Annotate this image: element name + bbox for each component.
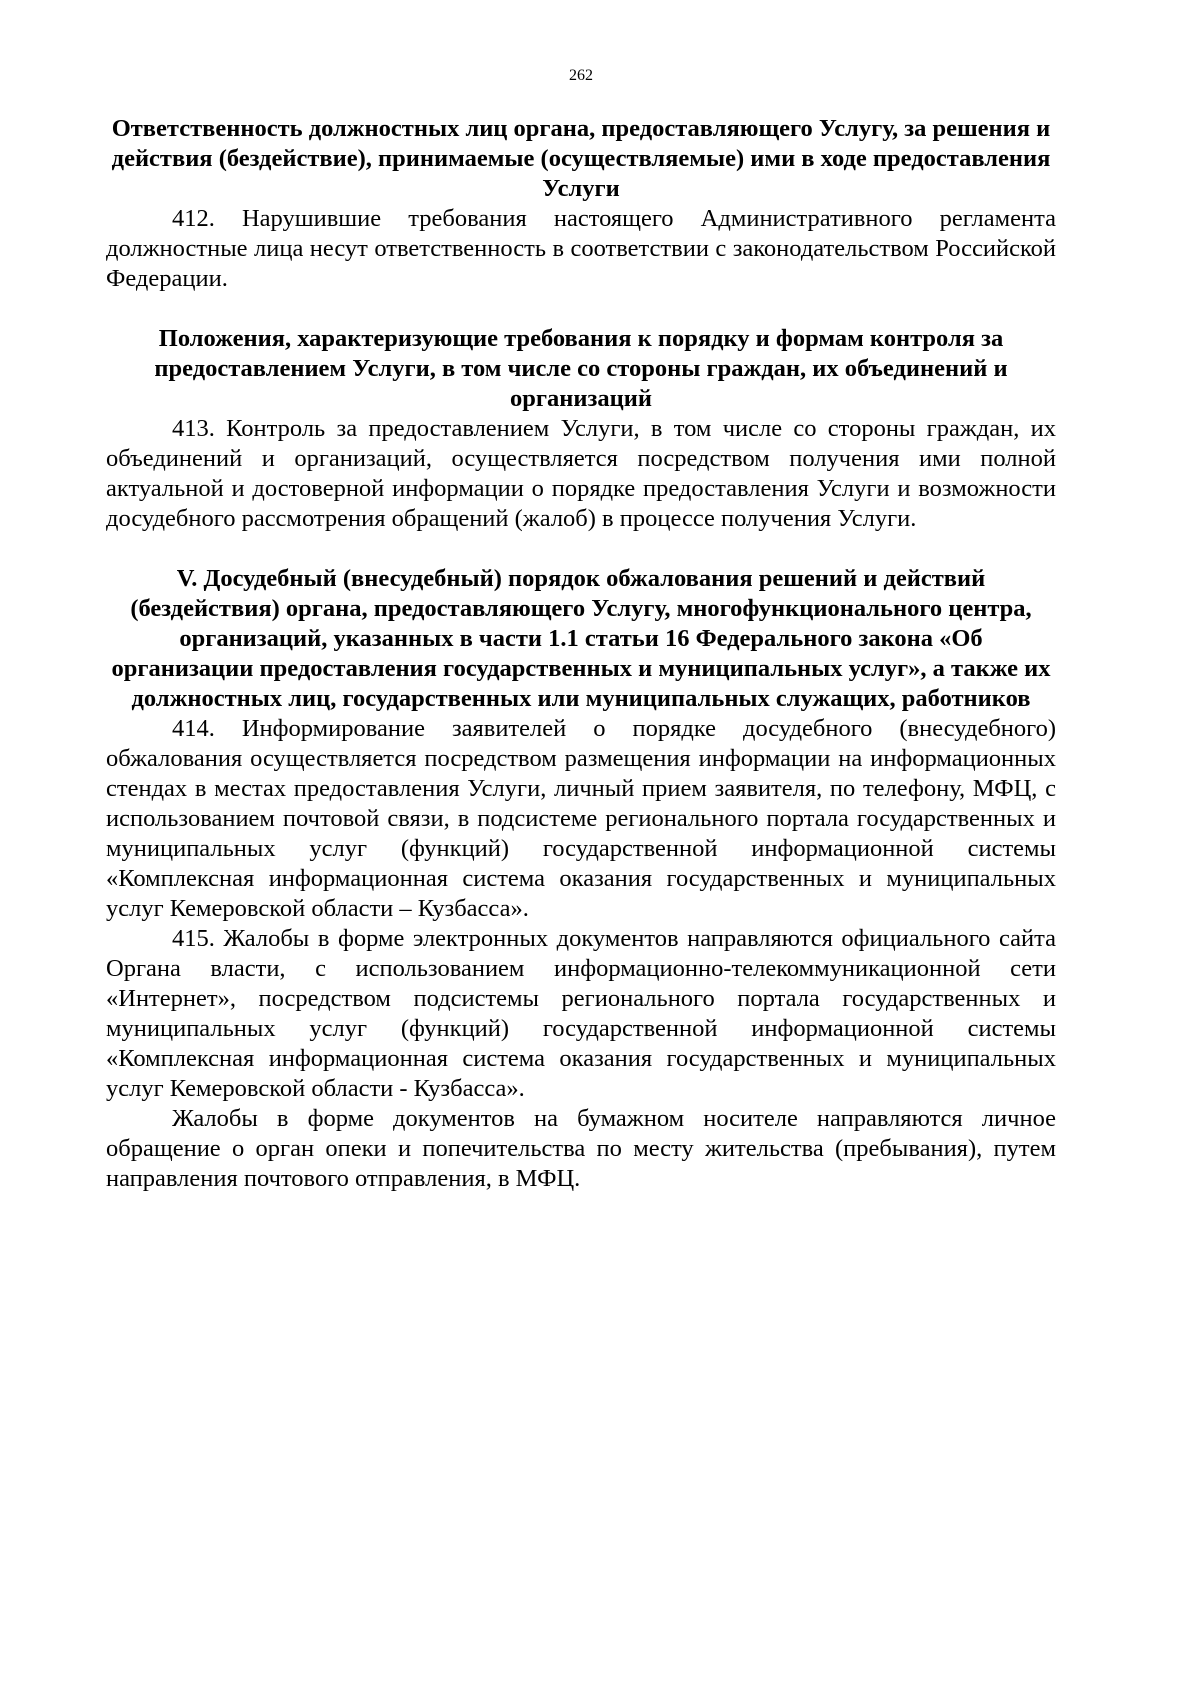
section-spacer <box>106 534 1056 564</box>
page-number: 262 <box>569 67 593 84</box>
section-heading: Ответственность должностных лиц органа, предоставляющего Услугу, за решения и действия (бездействие), принимаемые (осуществляемые) ими в ходе предоставления Услуги <box>111 115 1051 202</box>
paragraph-413: 413. Контроль за предоставлением Услуги, в том числе со стороны граждан, их объединений и организаций, осуществляется посредством получения ими полной актуальной и достоверной информации о порядке предоставления Услуги и возможности досудебного рассмотрения обращений (жалоб) в процессе получения Услуги. <box>106 415 1056 532</box>
paragraph-412: 412. Нарушившие требования настоящего Административного регламента должностные лица несут ответственность в соответствии с законодательством Российской Федерации. <box>106 205 1056 292</box>
paragraph-415: 415. Жалобы в форме электронных документов направляются официального сайта Органа власти, с использованием информационно-телекоммуникационной сети «Интернет», посредством подсистемы регионального портала государственных и муниципальных услуг (функций) государственной информационной системы «Комплексная информационная система оказания государственных и муниципальных услуг Кемеровской области - Кузбасса». <box>106 925 1056 1102</box>
document-body <box>106 114 1056 1194</box>
paragraph-paper-complaints: Жалобы в форме документов на бумажном носителе направляются личное обращение о орган опеки и попечительства по месту жительства (пребывания), путем направления почтового отправления, в МФЦ. <box>106 1105 1056 1192</box>
section-spacer <box>106 294 1056 324</box>
section-pretrial-appeal <box>106 564 1056 1194</box>
section-heading: Положения, характеризующие требования к порядку и формам контроля за предоставлением Услуги, в том числе со стороны граждан, их объединений и организаций <box>154 325 1008 412</box>
paragraph-414: 414. Информирование заявителей о порядке досудебного (внесудебного) обжалования осуществляется посредством размещения информации на информационных стендах в местах предоставления Услуги, личный прием заявителя, по телефону, МФЦ, с использованием почтовой связи, в подсистеме регионального портала государственных и муниципальных услуг (функций) государственной информационной системы «Комплексная информационная система оказания государственных и муниципальных услуг Кемеровской области – Кузбасса». <box>106 715 1056 922</box>
section-responsibility <box>106 114 1056 294</box>
section-heading: V. Досудебный (внесудебный) порядок обжалования решений и действий (бездействия) органа, предоставляющего Услугу, многофункционального центра, организаций, указанных в части 1.1 статьи 16 Федерального закона «Об организации предоставления государственных и муниципальных услуг», а также их должностных лиц, государственных или муниципальных служащих, работников <box>111 565 1051 712</box>
section-control-requirements <box>106 324 1056 534</box>
